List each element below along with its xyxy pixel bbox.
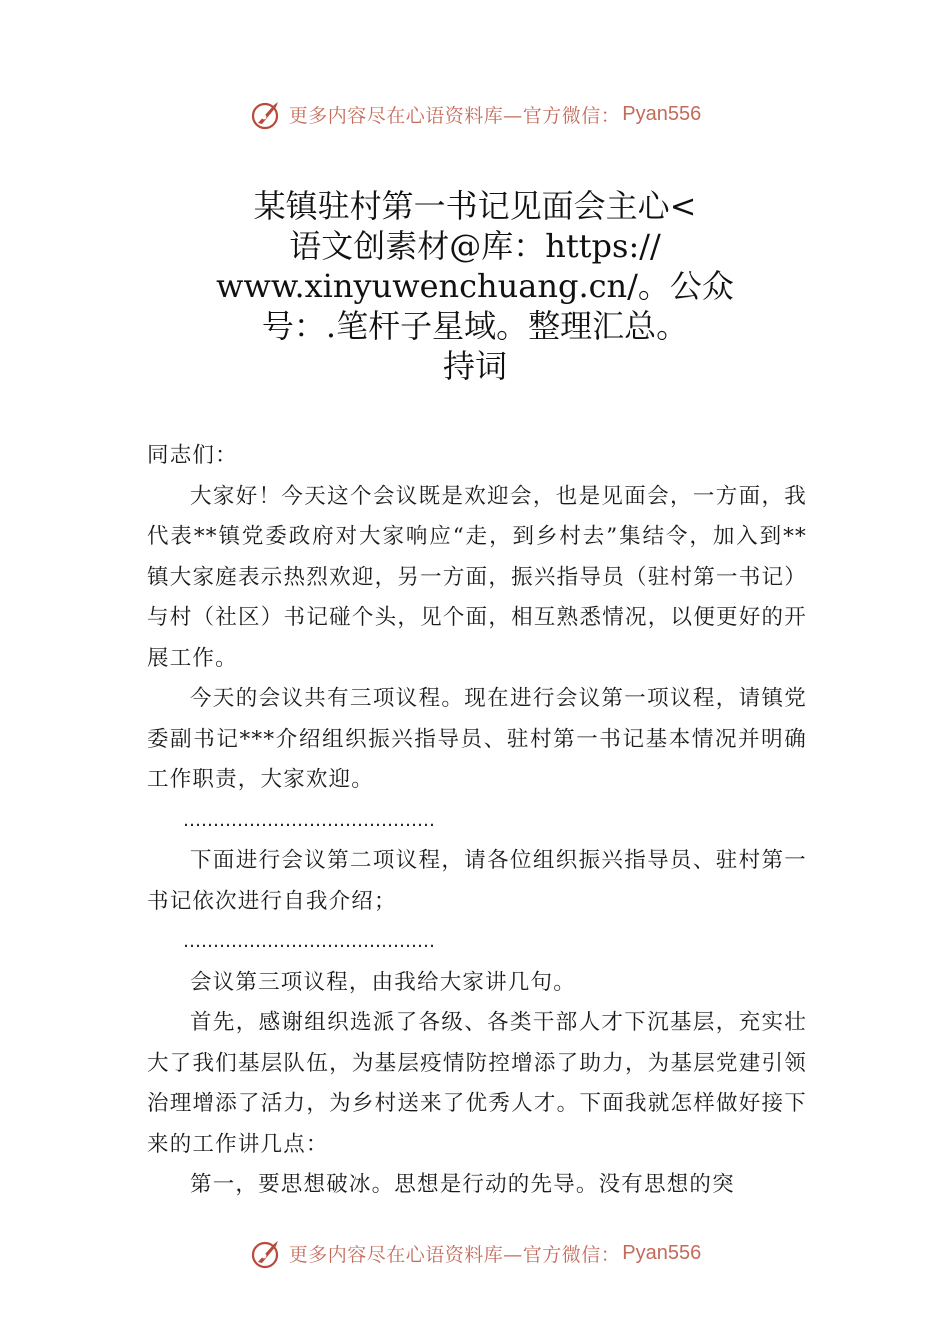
title-line: 某镇驻村第一书记见面会主心< (253, 187, 697, 225)
watermark-handle: Pyan556 (622, 102, 702, 125)
paragraph: 今天的会议共有三项议程。现在进行会议第一项议程，请镇党委副书记***介绍组织振兴指导员、驻村第一书记基本情况并明确工作职责，大家欢迎。 (147, 686, 807, 792)
ellipsis-line: …………………………………… (183, 931, 435, 952)
header-watermark (0, 94, 950, 134)
paragraph: 大家好！今天这个会议既是欢迎会，也是见面会，一方面，我代表**镇党委政府对大家响应“走，到乡村去”集结令，加入到**镇大家庭表示热烈欢迎，另一方面，振兴指导员（驻村第一书记）与村（社区）书记碰个头，见个面，相互熟悉情况，以便更好的开展工作。 (147, 483, 807, 671)
ellipsis-line: …………………………………… (183, 809, 435, 831)
paragraph: 首先，感谢组织选派了各级、各类干部人才下沉基层，充实壮大了我们基层队伍，为基层疫情防控增添了助力，为基层党建引领治理增添了活力，为乡村送来了优秀人才。下面我就怎样做好接下来的工作讲几点： (147, 1010, 807, 1157)
paragraph: 第一，要思想破冰。思想是行动的先导。没有思想的突 (190, 1172, 735, 1197)
document-title (150, 186, 800, 386)
greeting: 同志们： (147, 443, 238, 468)
watermark-text: 更多内容尽在心语资料库—官方微信： (288, 1243, 621, 1266)
document-body (147, 436, 807, 1206)
footer-watermark (0, 1233, 950, 1273)
paragraph: 会议第三项议程，由我给大家讲几句。 (190, 969, 576, 995)
title-line: 语文创素材@库：https:// (289, 227, 661, 265)
watermark-handle: Pyan556 (622, 1241, 702, 1264)
watermark-text: 更多内容尽在心语资料库—官方微信： (288, 104, 621, 127)
pen-nib-circle-icon (249, 1235, 285, 1271)
title-line: 持词 (442, 347, 507, 385)
paragraph: 下面进行会议第二项议程，请各位组织振兴指导员、驻村第一书记依次进行自我介绍； (147, 848, 807, 914)
pen-nib-circle-icon (249, 96, 285, 132)
title-line: www.xinyuwenchuang.cn/。公众 (216, 267, 734, 305)
title-line: 号：.笔杆子星域。整理汇总。 (261, 307, 689, 345)
